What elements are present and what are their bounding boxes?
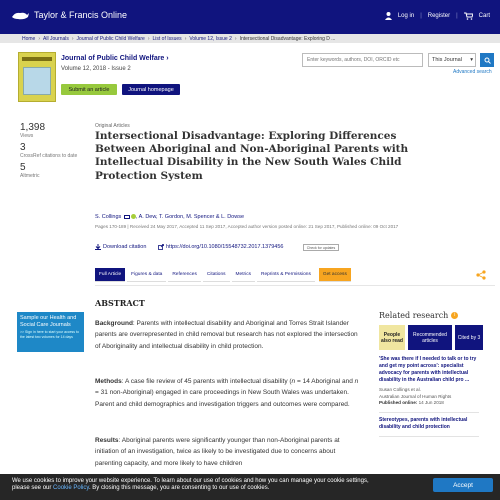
author-link[interactable]: A. Dew [138,214,157,220]
article-title: Intersectional Disadvantage: Exploring Differences Between Aboriginal and Non-Aboriginal Parents with Intellectual Disability in the New South Wales Child Protection System [95,130,409,182]
abstract-heading: ABSTRACT [95,298,145,308]
check-updates-badge[interactable]: Check for updates [303,244,339,251]
related-research-heading: Related research i [379,311,458,320]
journal-homepage-button[interactable]: Journal homepage [122,84,180,95]
search-input[interactable] [302,53,423,67]
search-scope-select[interactable]: This Journal ▾ [428,53,476,67]
list-item [379,352,479,413]
altmetric-count[interactable]: 5 [20,162,26,173]
download-icon [95,244,101,250]
account-links [385,12,490,20]
site-header [0,0,500,34]
divider: | [420,13,422,19]
related-source: Australian Journal of Human Rights [379,393,452,399]
user-icon [385,12,392,20]
crossref-count[interactable]: 3 [20,142,26,153]
author-link[interactable]: T. Gordon [159,214,184,220]
author-link[interactable]: M. Spencer [186,214,215,220]
publication-info: Pages 170-189 | Received 24 May 2017, Accepted 11 Sep 2017, Accepted author version posted online: 21 Sep 2017, Published online: 09 Oct 2017 [95,224,399,229]
submit-article-button[interactable]: Submit an article [61,84,117,95]
share-icon[interactable] [476,270,486,280]
journal-volume: Volume 12, 2018 - Issue 2 [61,66,131,72]
teapot-logo-icon [10,9,30,21]
promo-signin-link[interactable]: >> Sign in here to start your access to the latest two volumes for 14 days [20,330,79,339]
doi-link[interactable]: https://doi.org/10.1080/15548732.2017.1379456 [158,244,283,250]
cookie-text: We use cookies to improve your website experience. To learn about our use of cookies and how you can manage your cookie settings, [12,478,369,484]
tab-reprints[interactable]: Reprints & Permissions [257,268,315,282]
cookie-policy-link[interactable]: Cookie Policy [53,485,89,491]
views-label: Views [20,133,34,139]
breadcrumb-volume[interactable]: Volume 12, Issue 2 [189,35,232,42]
breadcrumb-journal[interactable]: Journal of Public Child Welfare [76,35,145,42]
search-button[interactable] [480,53,494,67]
email-icon[interactable] [124,215,130,219]
abstract-methods: Methods: A case file review of 45 parents with intellectual disability (n = 14 Aboriginal and n = 31 non-Aboriginal) engaged in care proceedings in New South Wales was undertaken. Parent and child demographics and investigation triggers and outcomes were compared. [95,378,359,408]
author-link[interactable]: S. Collings [95,214,122,220]
related-tabs [379,325,483,350]
abstract-background: Background: Parents with intellectual disability and Aboriginal and Torres Strait Islander parents are overrepresented in child removal but research has not explored the intersection of Aboriginality and intellectual disability in child protection. [95,320,358,350]
breadcrumb-current: Intersectional Disadvantage: Exploring D ... [239,35,336,42]
altmetric-label: Altmetric [20,173,40,179]
journal-cover-image[interactable] [18,52,56,102]
author-list: S. Collings , A. Dew, T. Gordon, M. Spencer & L. Dowse [95,214,245,220]
divider [95,285,495,286]
related-author: Susan Collings et al. [379,387,421,392]
chevron-down-icon: ▾ [470,57,473,63]
author-link[interactable]: L. Dowse [221,214,245,220]
tab-full-article[interactable]: Full Article [95,268,125,282]
tab-citations[interactable]: Citations [203,268,230,282]
article-type: Original Articles [95,123,130,129]
tandf-logo[interactable] [10,9,127,21]
related-article-link[interactable]: 'She was there if I needed to talk or to try and get my point across': specialist advocacy for parents with intellectual disability in the Australian child pro ... [379,356,477,383]
tab-figures[interactable]: Figures & data [127,268,166,282]
list-item [379,413,479,437]
related-date: Published online: 14 Jun 2018 [379,400,444,405]
tab-people-also-read[interactable]: People also read [379,325,405,350]
breadcrumb-home[interactable]: Home [22,35,36,42]
search-icon [484,57,491,64]
accept-cookies-button[interactable]: Accept [433,478,493,492]
breadcrumb: Home › All Journals › Journal of Public Child Welfare › List of Issues › Volume 12, Issue 2 › Intersectional Disadvantage: Exploring D ... [0,34,500,43]
journal-title-link[interactable]: Journal of Public Child Welfare › [61,55,169,62]
related-article-link[interactable]: Stereotypes, parents with intellectual disability and child protection [379,416,468,430]
tab-recommended[interactable]: Recommended articles [408,325,452,350]
article-tabs [95,268,351,282]
tab-references[interactable]: References [168,268,201,282]
cookie-banner: We use cookies to improve your website experience. To learn about our use of cookies and how you can manage your cookie settings, please see our Cookie Policy. By closing this message, you are consenting to our use of cookies. [0,474,500,500]
brand-name: Taylor & Francis Online [34,10,128,20]
related-list [379,352,479,437]
register-link[interactable]: Register [427,13,451,19]
info-icon[interactable]: i [451,312,458,319]
abstract-results: Results: Aboriginal parents were significantly younger than non-Aboriginal parents at initiation of an investigation, twice as likely to be investigated due to concerns about parenting capacity, and more likely to have children [95,437,340,467]
cart-link[interactable]: Cart [478,13,490,19]
external-link-icon [158,244,164,250]
breadcrumb-all-journals[interactable]: All Journals [43,35,69,42]
views-count: 1,398 [20,122,46,133]
breadcrumb-issues[interactable]: List of Issues [152,35,182,42]
divider: | [456,13,458,19]
article-metrics [20,122,80,182]
advanced-search-link[interactable]: Advanced search [453,69,492,75]
crossref-label: CrossRef citations to date [20,153,78,159]
cart-icon [464,12,473,20]
login-link[interactable]: Log in [397,13,415,19]
tab-metrics[interactable]: Metrics [232,268,255,282]
promo-title: Sample our Health and Social Care Journals [20,315,77,328]
get-access-button[interactable]: Get access [319,268,351,282]
download-citation-link[interactable]: Download citation [95,244,146,250]
promo-banner[interactable] [17,312,84,352]
tab-cited-by[interactable]: Cited by 3 [455,325,483,350]
